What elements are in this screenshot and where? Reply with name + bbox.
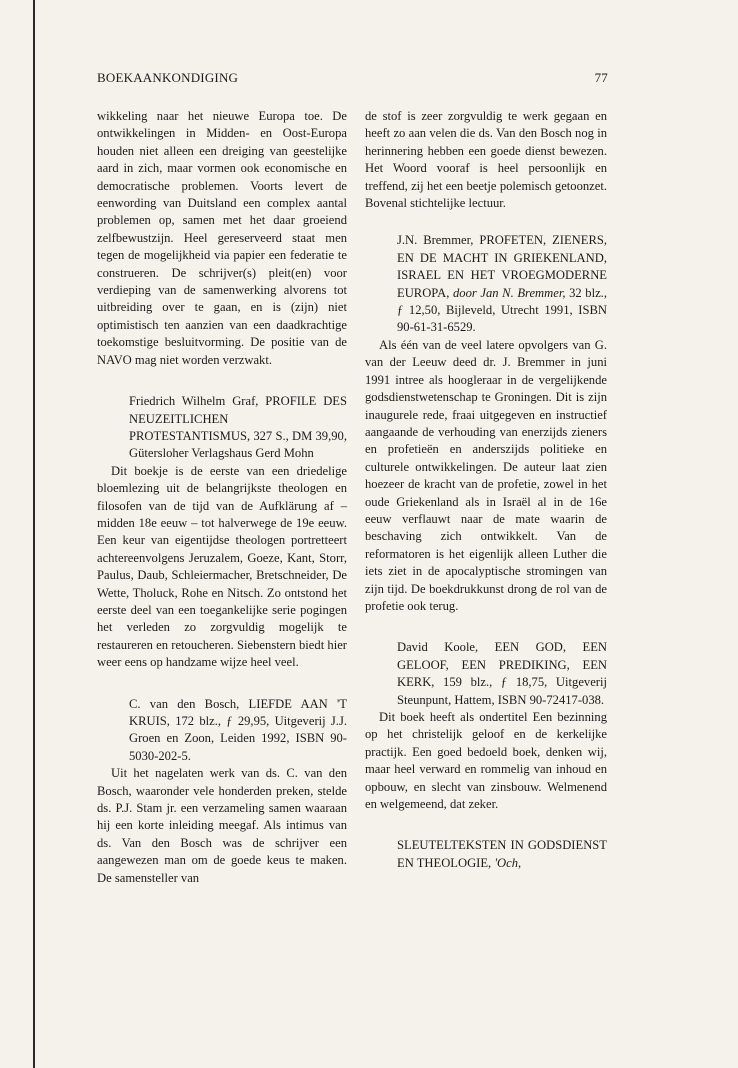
book-entry-bremmer-title: J.N. Bremmer, PROFETEN, ZIENERS, EN DE MACHT IN GRIEKENLAND, ISRAEL EN HET VROEGMODERNE EUROPA,	[397, 233, 607, 300]
book-entry-sleutelteksten-title: SLEUTELTEKSTEN IN GODSDIENST EN THEOLOGIE,	[397, 838, 607, 870]
book-entry-sleutelteksten	[397, 837, 607, 872]
review-paragraph-bremmer: Als één van de veel latere opvolgers van G. van der Leeuw deed dr. J. Bremmer in juni 1991 intree als hoogleraar in de vergelijkende godsdienstwetenschap te Groningen. Dit is zijn inaugurele rede, fraai uitgegeven en instructief aangaande de verhouding van enerzijds zieners en profetieën en anderszijds politieke en culturele ontwikkelingen. De auteur laat zien hoezeer de kracht van de profetie, zowel in het oude Griekenland als in Israël al in de 16e eeuw verflauwt naar de mate waarin de beschaving zich ontwikkelt. Van de reformatoren is het eigenlijk alleen Luther die iets ziet in de apocalyptische stromingen van zijn tijd. De boekdrukkunst drong de rol van de profetie ook terug.	[365, 337, 607, 613]
book-entry-bremmer-byline: door Jan N. Bremmer,	[452, 285, 566, 300]
review-paragraph-koole: Dit boek heeft als ondertitel Een bezinning op het christelijk geloof en de kerkelijke practijk. Een goed bedoeld boek, denken wij, maar heel verward en rommelig van inhoud en opbouw, en slecht van zinsbouw. Welmenend en welgemeend, dat zeker.	[365, 710, 607, 812]
book-entry-sleutelteksten-italic: 'Och,	[494, 855, 522, 870]
review-paragraph-bosch: Uit het nagelaten werk van ds. C. van den Bosch, waaronder vele honderden preken, stelde ds. P.J. Stam jr. een verzameling samen waaraan hij een korte inleiding meegaf. Als intimus van ds. Van den Bosch was de schrijver een aangewezen man om de goede keus te maken. De samensteller van	[97, 766, 347, 885]
right-column	[365, 108, 607, 872]
left-column	[97, 108, 347, 887]
book-entry-bosch: C. van den Bosch, LIEFDE AAN 'T KRUIS, 172 blz., ƒ 29,95, Uitgeverij J.J. Groen en Zoon, Leiden 1992, ISBN 90-5030-202-5.	[129, 696, 347, 763]
book-entry-bremmer-details: 32 blz., ƒ 12,50, Bijleveld, Utrecht 1991, ISBN 90-61-31-6529.	[397, 285, 607, 335]
book-entry-koole: David Koole, EEN GOD, EEN GELOOF, EEN PREDIKING, EEN KERK, 159 blz., ƒ 18,75, Uitgeverij Steunpunt, Hattem, ISBN 90-72417-038.	[397, 640, 607, 707]
book-entry-graf: Friedrich Wilhelm Graf, PROFILE DES NEUZEITLICHEN PROTESTANTISMUS, 327 S., DM 39,90, Gütersloher Verlagshaus Gerd Mohn	[129, 394, 347, 461]
section-title: BOEKAANKONDIGING	[97, 70, 239, 85]
review-paragraph: wikkeling naar het nieuwe Europa toe. De ontwikkelingen in Midden- en Oost-Europa houden niet alleen een dreiging van geestelijke aard in zich, maar vormen ook economische en democratische problemen. Voorts levert de eenwording van Duitsland een complex aantal problemen op, samen met het daar groeiend zelfbewustzijn. Heel gereserveerd staat men tegen de mogelijkheid via papier een federatie te construeren. De schrijver(s) pleit(en) voor verdieping van de samenwerking alvorens tot uitbreiding over te gaan, en is (zijn) niet optimistisch ten aanzien van een daadkrachtige toekomstige besluitvorming. De positie van de NAVO mag niet worden verzwakt.	[97, 109, 347, 367]
book-entry-bremmer	[397, 232, 607, 336]
page-gutter-line	[33, 0, 35, 1068]
review-paragraph-graf: Dit boekje is de eerste van een driedelige bloemlezing uit de belangrijkste theologen en filosofen van de tijd van de Aufklärung af – midden 18e eeuw – tot halverwege de 19e eeuw. Een keur van eigentijdse theologen portretteert achtereenvolgens Jeruzalem, Goeze, Kant, Storr, Paulus, Daub, Schleiermacher, Bretschneider, De Wette, Tholuck, Rohe en Nitsch. Zo ontstond het eerste deel van een toegankelijke serie pogingen het verleden zo zorgvuldig mogelijk te restaureren en retoucheren. Siebenstern biedt hier weer eens op handzame wijze heel veel.	[97, 463, 347, 670]
review-paragraph-continued: de stof is zeer zorgvuldig te werk gegaan en heeft zo aan velen die ds. Van den Bosch nog in herinnering hebben een goede dienst bewezen. Het Woord vooraf is heel persoonlijk en treffend, zij het een beetje polemisch getoonzet. Bovenal stichtelijke lectuur.	[365, 109, 607, 211]
page-number: 77	[594, 70, 608, 85]
